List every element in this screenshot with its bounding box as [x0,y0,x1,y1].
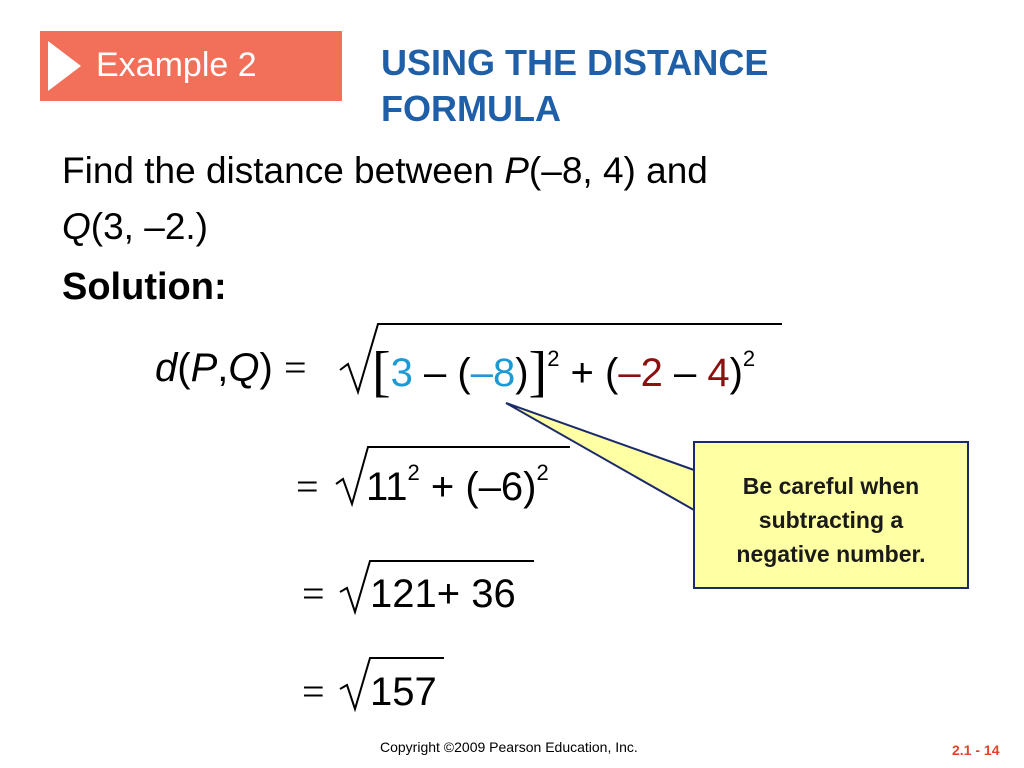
page-number: 2.1 - 14 [952,742,1000,758]
eq1-term-neg2: –2 [618,351,663,395]
eq1-exponent-2: 2 [742,346,756,371]
eq1-comma: , [217,346,229,390]
point-q-coords: (3, –2.) [90,206,208,247]
eq1-exponent-1: 2 [547,346,560,371]
eq1-close-paren-2: ) [729,351,743,395]
eq1-paren-close: ) [259,346,273,390]
eq3-equals: = [302,571,325,616]
example-label: Example 2 [96,46,257,84]
eq2-equals: = [296,464,319,509]
eq1-bracket-close: ] [528,341,548,403]
eq1-term-neg8: –8 [470,351,516,395]
equation-3-radicand: 121+ 36 [370,572,516,616]
eq1-minus: – [662,351,708,395]
callout-line-1: Be careful when [742,473,920,499]
eq1-term-4: 4 [707,351,730,395]
eq2-exponent-2: 2 [536,460,549,485]
eq1-d: d [155,346,178,390]
callout-line-2: subtracting a [758,507,904,533]
eq1-paren: ( [177,346,191,390]
problem-text: Find the distance between [62,150,505,191]
point-q-label: Q [62,206,91,247]
eq1-plus-open: + ( [559,351,619,395]
solution-heading: Solution: [62,266,227,308]
eq1-bracket-open: [ [372,341,391,403]
equation-4-radicand: 157 [370,670,437,714]
eq2-plus-neg6: + (–6) [419,465,537,509]
point-p-label: P [504,150,529,191]
eq4-equals: = [302,669,325,714]
callout-line-3: negative number. [736,541,926,567]
callout-text [695,469,967,571]
eq1-p: P [190,346,218,390]
eq1-close-paren: ) [515,351,529,395]
slide-title-line-2: FORMULA [381,88,561,129]
callout-note [693,441,969,589]
eq1-minus-open: – ( [412,351,471,395]
eq2-exponent-1: 2 [407,460,420,485]
slide-title-line-1: USING THE DISTANCE [381,42,769,83]
eq1-term-3: 3 [390,351,413,395]
eq2-base-11: 11 [366,465,408,509]
eq1-q: Q [228,346,260,390]
point-p-coords: (–8, 4) and [528,150,708,191]
eq1-equals: = [283,345,307,390]
copyright-footer: Copyright ©2009 Pearson Education, Inc. [380,739,638,755]
